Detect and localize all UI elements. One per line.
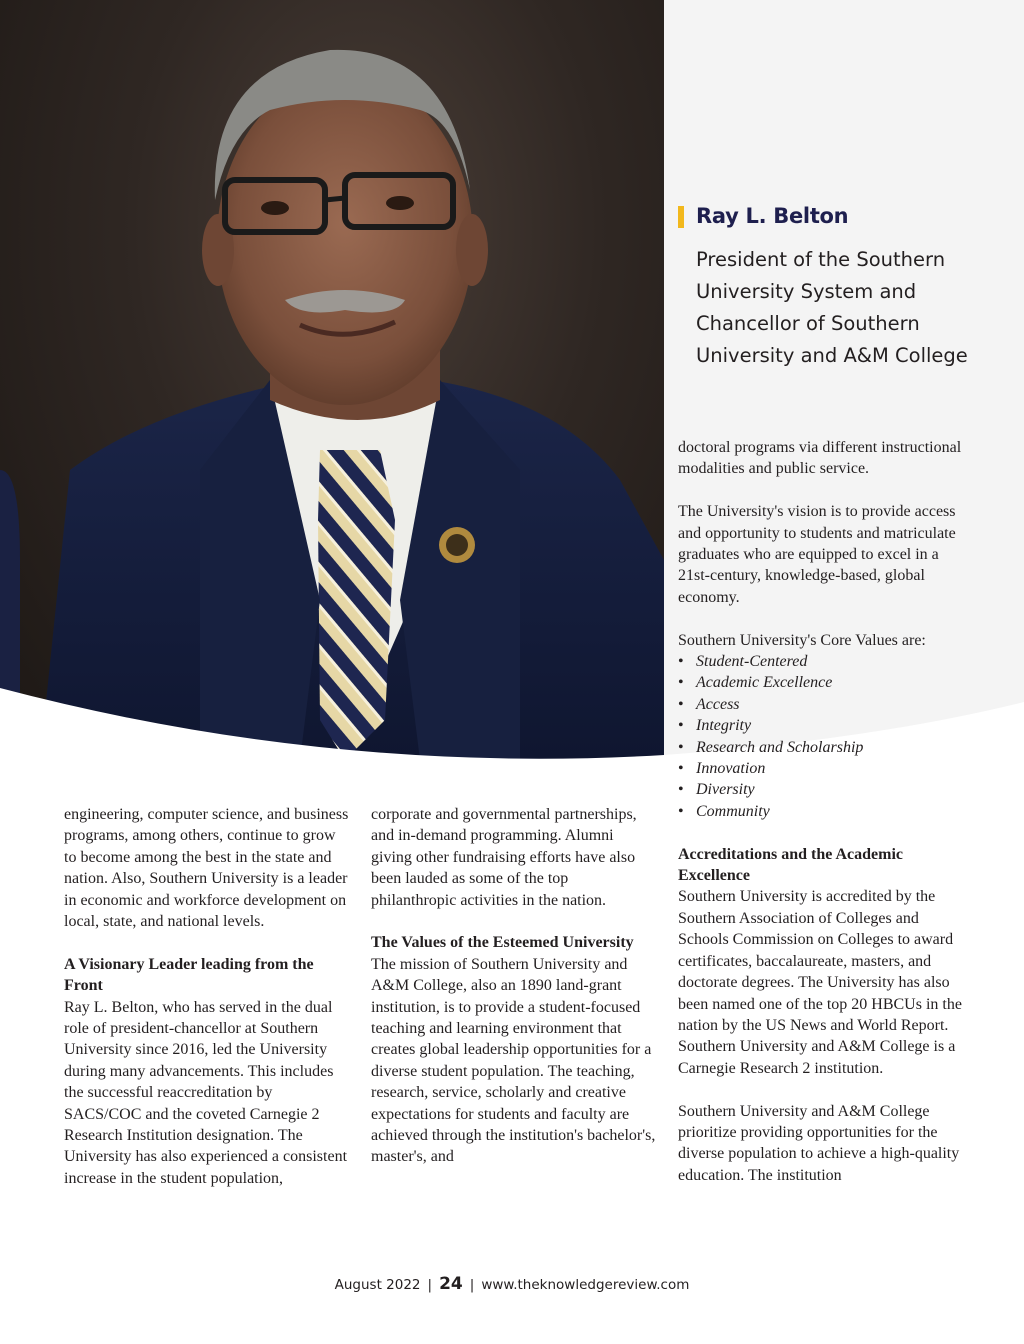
- paragraph: The University's vision is to provide access and opportunity to students and matriculate graduates who are equipped to excel in a 21st-century, knowledge-based, global economy.: [678, 503, 956, 606]
- profile-name: Ray L. Belton: [696, 204, 849, 228]
- paragraph: The mission of Southern University and A&M College, also an 1890 land-grant institution, is to provide a student-focused teaching and learning environment that creates global leadership opportunities for a diverse student population. The teaching, research, service, scholarly and creative expectations for students and faculty are achieved through the institution's bachelor's, master's, and: [371, 955, 656, 1166]
- section-heading: The Values of the Esteemed University: [371, 934, 634, 952]
- list-item: • Community: [678, 801, 968, 822]
- paragraph: Southern University is accredited by the Southern Association of Colleges and Schools Commission on Colleges to award certificates, baccalaureate, masters, and doctorate degrees. The University has also been named one of the top 20 HBCUs in the nation by the US News and World Report. Southern University and A&M College is a Carnegie Research 2 institution.: [678, 888, 962, 1077]
- list-item: • Integrity: [678, 715, 968, 736]
- list-item: • Access: [678, 694, 968, 715]
- list-item: • Academic Excellence: [678, 672, 968, 693]
- paragraph: doctoral programs via different instructional modalities and public service.: [678, 439, 962, 478]
- footer-separator: |: [427, 1277, 433, 1293]
- paragraph: Ray L. Belton, who has served in the dual role of president-chancellor at Southern University since 2016, led the University during many advancements. This includes the successful reaccreditation by SACS/COC and the coveted Carnegie 2 Research Institution designation. The University has also experienced a consistent increase in the student population,: [64, 998, 348, 1187]
- column-2: [371, 804, 656, 1189]
- paragraph: engineering, computer science, and business programs, among others, continue to grow to become among the best in the state and nation. Also, Southern University is a leader in economic and workforce development on local, state, and national levels.: [64, 806, 349, 931]
- paragraph: Southern University and A&M College prioritize providing opportunities for the diverse population to achieve a high-quality education. The institution: [678, 1102, 960, 1184]
- column-1: [64, 804, 349, 1211]
- section-heading: A Visionary Leader leading from the Front: [64, 955, 314, 995]
- section-heading: Accreditations and the Academic Excellence: [678, 845, 904, 885]
- profile-caption: [678, 200, 978, 372]
- list-item: • Research and Scholarship: [678, 737, 968, 758]
- footer-separator: |: [469, 1277, 475, 1293]
- paragraph: corporate and governmental partnerships, and in-demand programming. Alumni giving other fundraising efforts have also been lauded as some of the top philanthropic activities in the nation.: [371, 806, 637, 909]
- core-values-intro: Southern University's Core Values are:: [678, 631, 926, 649]
- issue-date: August 2022: [334, 1277, 421, 1293]
- page-footer: [0, 1274, 1024, 1294]
- right-column: [678, 437, 968, 1208]
- accent-bar: [678, 206, 684, 228]
- page-number: 24: [439, 1274, 463, 1294]
- website-link[interactable]: www.theknowledgereview.com: [481, 1277, 690, 1293]
- profile-role: President of the Southern University System and Chancellor of Southern University and A&M College: [696, 248, 968, 367]
- list-item: • Diversity: [678, 779, 968, 800]
- list-item: • Student-Centered: [678, 651, 968, 672]
- list-item: • Innovation: [678, 758, 968, 779]
- core-values-list: [678, 651, 968, 822]
